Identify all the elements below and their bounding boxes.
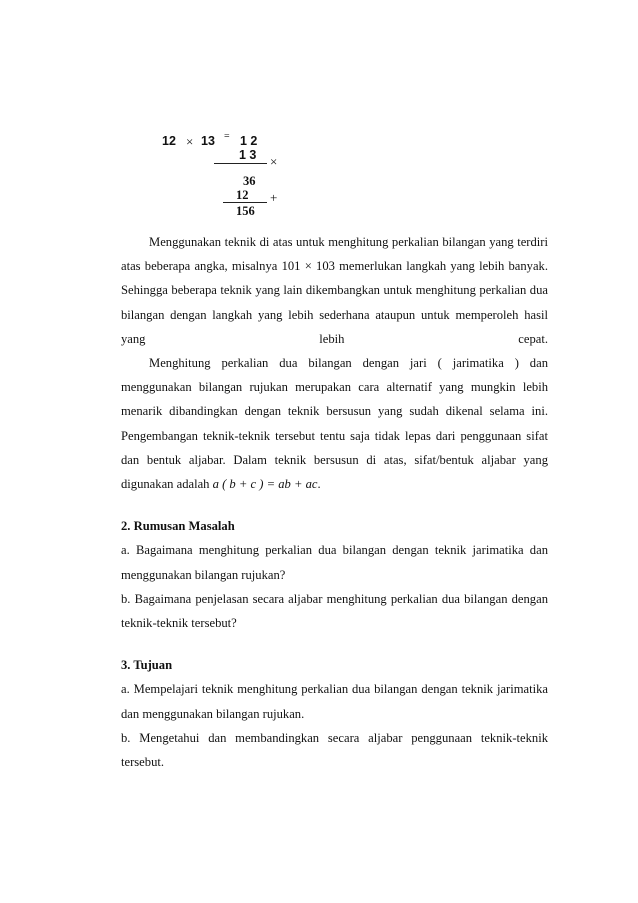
partial-product-2: 12	[236, 188, 249, 202]
body-text	[121, 230, 548, 774]
multiply-rule	[214, 163, 267, 164]
equals-sign: =	[224, 131, 230, 142]
section-heading-tujuan: 3. Tujuan	[121, 658, 173, 673]
rumusan-item-b: b. Bagaimana penjelasan secara aljabar menghitung perkalian dua bilangan dengan teknik-teknik tersebut?	[121, 591, 548, 631]
times-mark: ×	[270, 154, 278, 169]
sum-rule	[223, 202, 267, 203]
intro-paragraph-1: Menggunakan teknik di atas untuk menghitung perkalian bilangan yang terdiri atas beberapa angka, misalnya 101 × 103 memerlukan langkah yang lebih banyak. Sehingga beberapa teknik yang lain dikembangkan untuk menghitung perkalian dua bilangan dengan langkah yang lebih sederhana ataupun untuk memperoleh hasil yang lebih cepat.	[121, 235, 548, 346]
section-gap	[121, 496, 548, 514]
partial-product-1: 36	[243, 174, 256, 188]
tujuan-item-a: a. Mempelajari teknik menghitung perkalian dua bilangan dengan teknik jarimatika dan menggunakan bilangan rujukan.	[121, 682, 548, 721]
plus-mark: +	[270, 190, 278, 205]
operand-a: 12	[162, 134, 176, 148]
intro-paragraph-2	[121, 351, 548, 496]
result-value: 156	[236, 204, 255, 218]
section-gap	[121, 635, 548, 653]
distributive-formula: a ( b + c ) = ab + ac	[212, 477, 318, 492]
section-heading-rumusan: 2. Rumusan Masalah	[121, 519, 235, 534]
stack-bottom: 1 3	[239, 148, 257, 162]
times-sign: ×	[186, 134, 194, 149]
intro-paragraph-2-text: Menghitung perkalian dua bilangan dengan jari ( jarimatika ) dan menggunakan bilangan rujukan merupakan cara alternatif yang mungkin lebih menarik dibandingkan dengan teknik bersusun yang sudah dikenal selama ini. Pengembangan teknik-teknik tersebut tentu saja tidak lepas dari penggunaan sifat dan bentuk aljabar. Dalam teknik bersusun di atas, sifat/bentuk aljabar yang digunakan adalah	[121, 356, 548, 492]
stack-top: 1 2	[240, 134, 258, 148]
formula-period: .	[317, 477, 321, 492]
rumusan-item-a: a. Bagaimana menghitung perkalian dua bilangan dengan teknik jarimatika dan menggunakan bilangan rujukan?	[121, 543, 548, 582]
operand-b: 13	[201, 134, 215, 148]
tujuan-item-b: b. Mengetahui dan membandingkan secara aljabar penggunaan teknik-teknik tersebut.	[121, 730, 548, 770]
